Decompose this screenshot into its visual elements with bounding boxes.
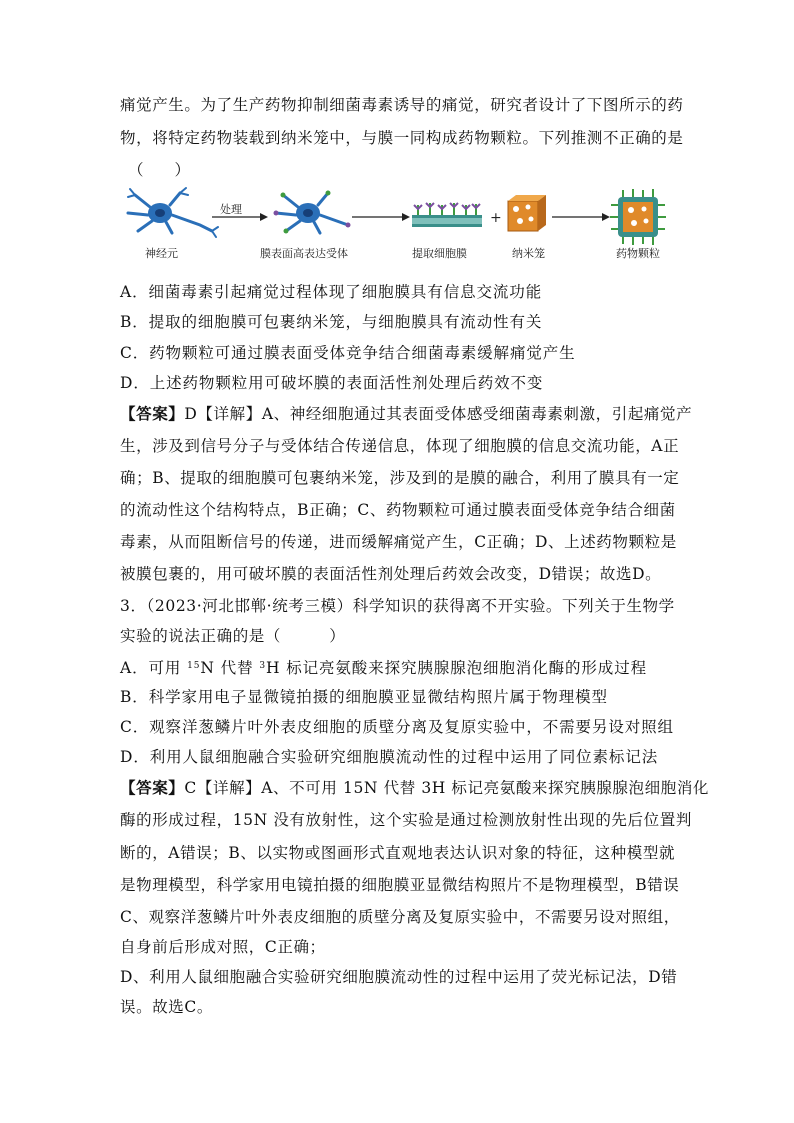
- cell-membrane-icon: [412, 203, 482, 227]
- q3-option-b: B．科学家用电子显微镜拍摄的细胞膜亚显微结构照片属于物理模型: [120, 688, 608, 706]
- q3-option-a: [120, 656, 647, 678]
- q3-answer-line7: D、利用人鼠细胞融合实验研究细胞膜流动性的过程中运用了荧光标记法，D错: [120, 968, 678, 986]
- q2-option-b: B．提取的细胞膜可包裹纳米笼，与细胞膜具有流动性有关: [120, 313, 543, 331]
- q3-answer-line4: 是物理模型，科学家用电镜拍摄的细胞膜亚显微结构照片不是物理模型，B错误: [120, 876, 680, 894]
- q3-answer-line6: 自身前后形成对照，C正确；: [120, 938, 326, 956]
- drug-particle-icon: [610, 189, 666, 245]
- q2-answer-line5: 毒素，从而阻断信号的传递，进而缓解痛觉产生，C正确；D、上述药物颗粒是: [120, 533, 677, 551]
- nanocage-icon: [508, 195, 546, 231]
- q3-option-a-post: H 标记亮氨酸来探究胰腺腺泡细胞消化酶的形成过程: [265, 659, 647, 677]
- q3-option-c: C．观察洋葱鳞片叶外表皮细胞的质壁分离及复原实验中，不需要另设对照组: [120, 718, 674, 736]
- q2-answer-line4: 的流动性这个结构特点，B正确；C、药物颗粒可通过膜表面受体竞争结合细菌: [120, 501, 676, 519]
- q3-answer-line3: 断的，A错误；B、以实物或图画形式直观地表达认识对象的特征，这种模型就: [120, 844, 676, 862]
- q2-option-c: C．药物颗粒可通过膜表面受体竞争结合细菌毒素缓解痛觉产生: [120, 344, 576, 362]
- neuron-receptor-icon: [274, 191, 351, 234]
- q2-answer-line2: 生，涉及到信号分子与受体结合传递信息，体现了细胞膜的信息交流功能，A正: [120, 437, 680, 455]
- isotope-superscript: 3: [259, 661, 266, 671]
- q2-stem-line1: 痛觉产生。为了生产药物抑制细菌毒素诱导的痛觉，研究者设计了下图所示的药: [120, 96, 684, 114]
- label-plus: +: [490, 210, 502, 226]
- q3-stem-line2: 实验的说法正确的是（ ）: [120, 627, 346, 645]
- q2-figure: [120, 185, 680, 275]
- q3-stem-line1: 3．（2023·河北邯郸·统考三模）科学知识的获得离不开实验。下列关于生物学: [120, 597, 675, 615]
- arrow-icon: [352, 213, 410, 221]
- q2-option-a: A．细菌毒素引起痛觉过程体现了细胞膜具有信息交流功能: [120, 283, 543, 301]
- q3-option-d: D．利用人鼠细胞融合实验研究细胞膜流动性的过程中运用了同位素标记法: [120, 748, 659, 766]
- q2-answer-line1: [120, 404, 692, 424]
- q3-answer-line8: 误。故选C。: [120, 998, 213, 1016]
- label-membrane: 提取细胞膜: [412, 247, 467, 260]
- isotope-superscript: 15: [187, 661, 201, 671]
- answer-tag: 【答案】: [120, 404, 185, 423]
- q2-answer-bracket: （ ）: [128, 161, 191, 179]
- q3-answer-line1: [120, 778, 709, 798]
- q2-option-d: D．上述药物颗粒用可破坏膜的表面活性剂处理后药效不变: [120, 374, 544, 392]
- label-nanocage: 纳米笼: [512, 247, 545, 260]
- answer-tag: 【答案】: [120, 778, 185, 797]
- arrow-icon: [552, 213, 610, 221]
- label-neuron: 神经元: [145, 247, 178, 260]
- q3-option-a-mid: N 代替: [200, 659, 260, 677]
- q3-answer-line2: 酶的形成过程，15N 没有放射性，这个实验是通过检测放射性出现的先后位置判: [120, 811, 692, 829]
- figure-diagram: [120, 185, 680, 275]
- label-process: 处理: [220, 203, 242, 216]
- q2-stem-line2: 物，将特定药物装载到纳米笼中，与膜一同构成药物颗粒。下列推测不正确的是: [120, 129, 684, 147]
- q3-answer-line5: C、观察洋葱鳞片叶外表皮细胞的质壁分离及复原实验中，不需要另设对照组，: [120, 908, 680, 926]
- label-receptor: 膜表面高表达受体: [260, 247, 348, 260]
- q3-option-a-pre: A．可用: [120, 659, 188, 677]
- q2-answer-line6: 被膜包裹的，用可破坏膜的表面活性剂处理后药效会改变，D错误；故选D。: [120, 565, 662, 583]
- neuron-icon: [128, 188, 218, 237]
- q2-answer-text1: D【详解】A、神经细胞通过其表面受体感受细菌毒素刺激，引起痛觉产: [184, 405, 693, 423]
- label-particle: 药物颗粒: [616, 247, 660, 260]
- q3-answer-text1: C【详解】A、不可用 15N 代替 3H 标记亮氨酸来探究胰腺腺泡细胞消化: [184, 779, 710, 797]
- q2-answer-line3: 确；B、提取的细胞膜可包裹纳米笼，涉及到的是膜的融合，利用了膜具有一定: [120, 469, 680, 487]
